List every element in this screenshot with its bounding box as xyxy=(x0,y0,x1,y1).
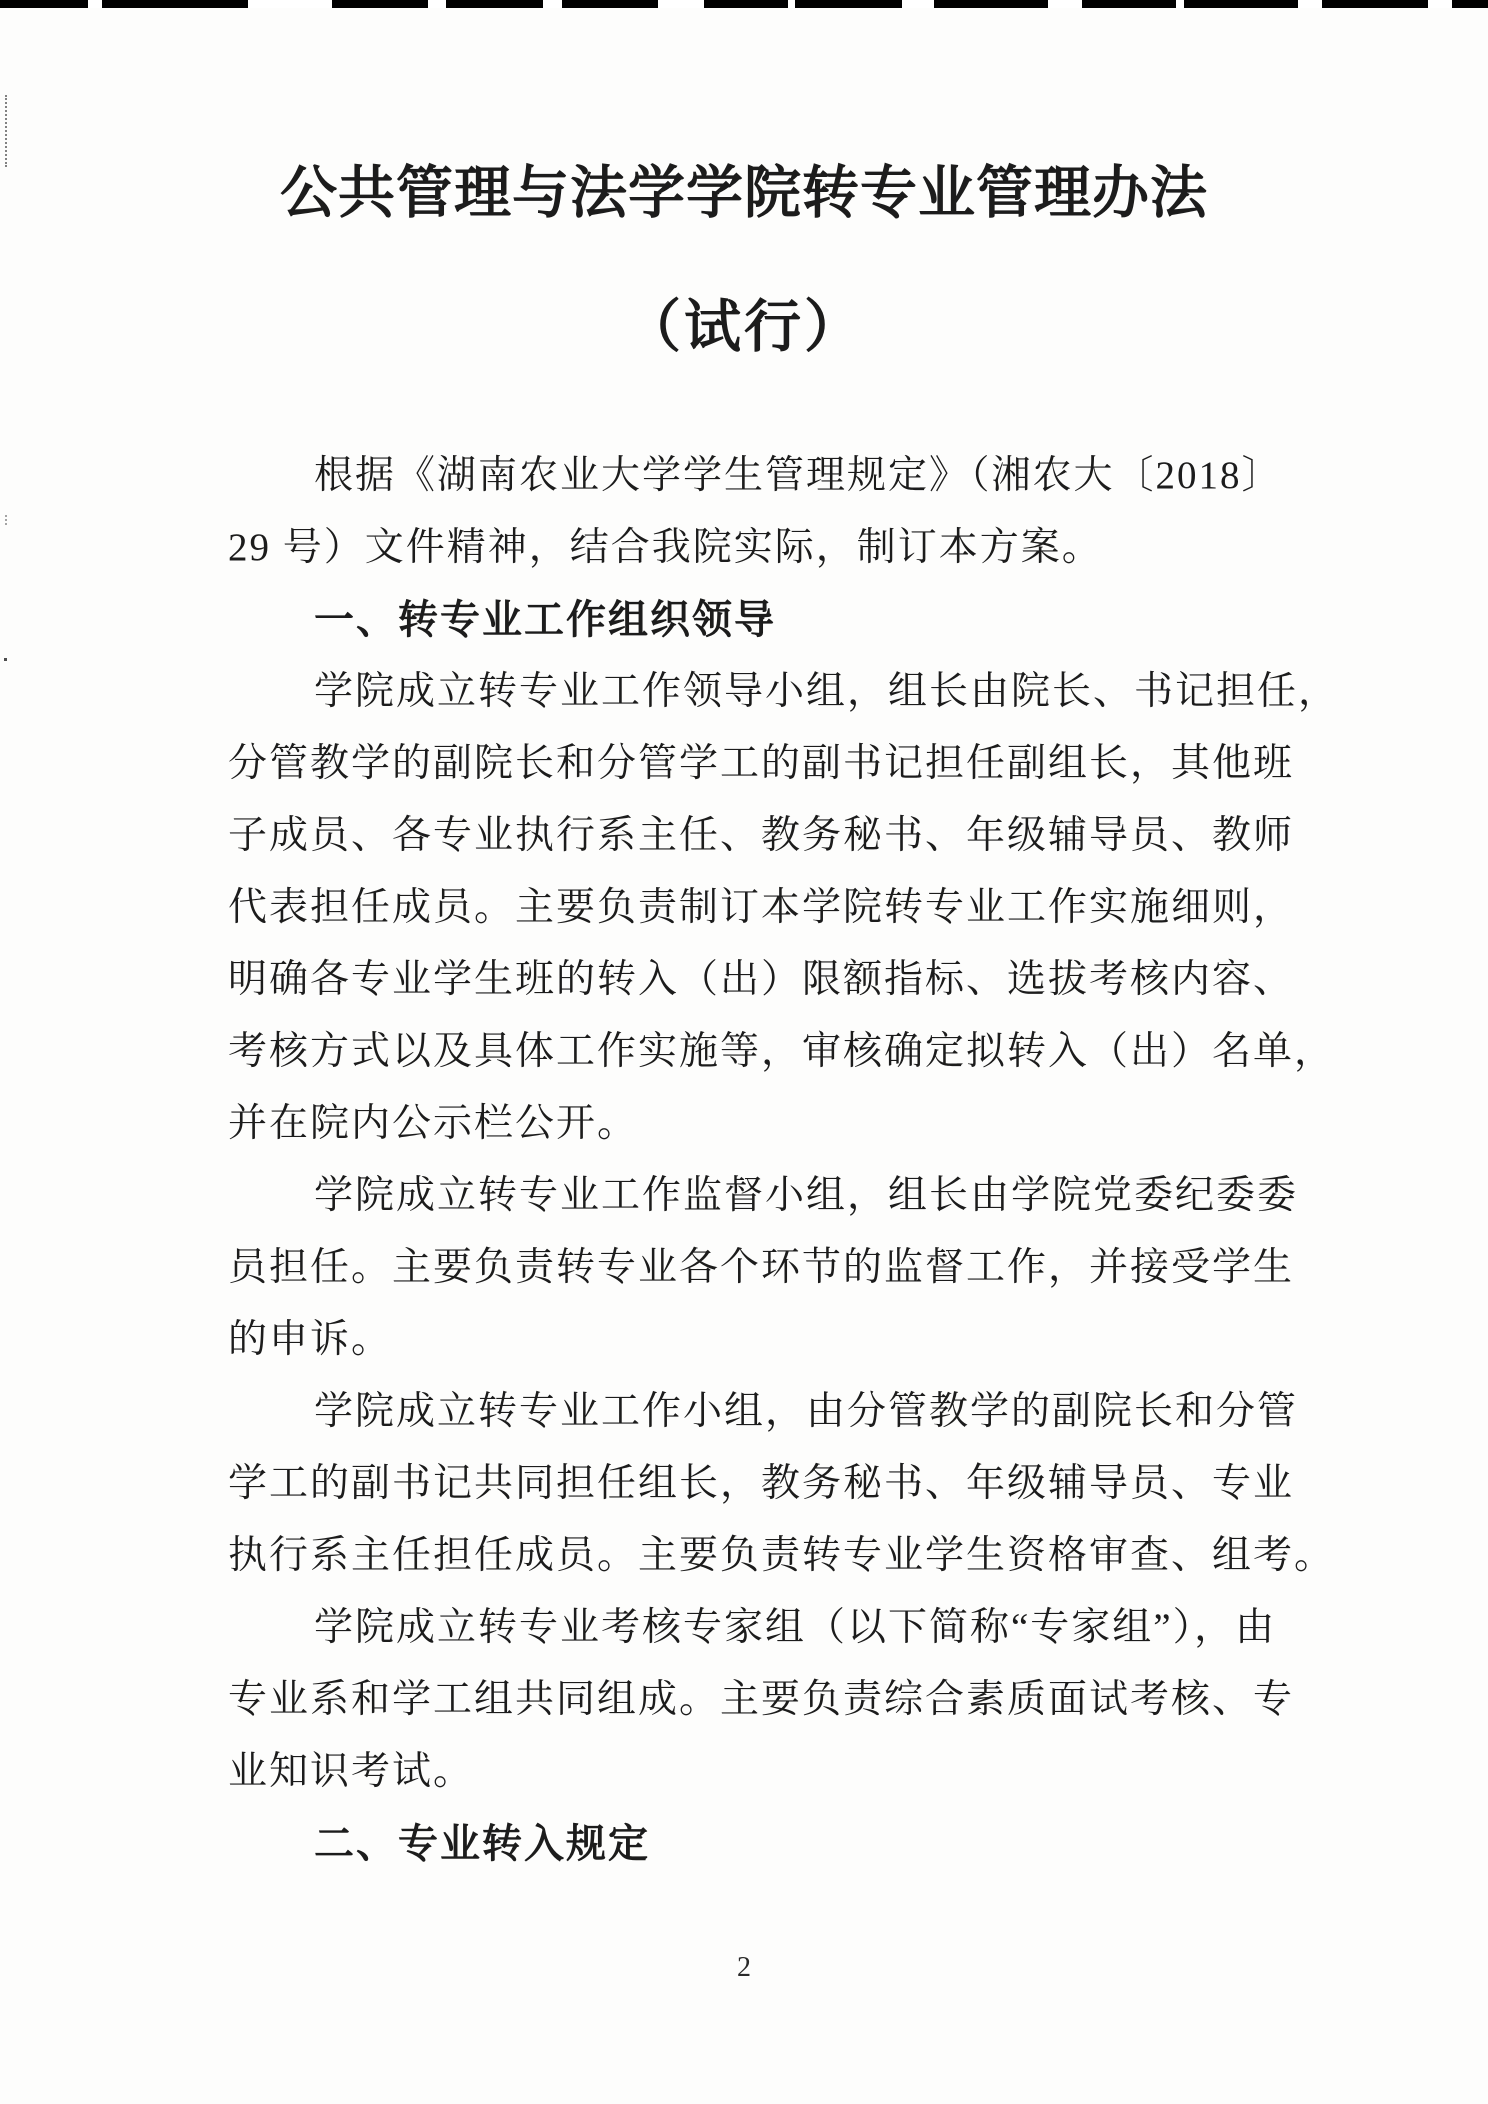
body-line: 明确各专业学生班的转入（出）限额指标、选拔考核内容、 xyxy=(228,958,1295,1001)
section-heading: 二、专业转入规定 xyxy=(314,1822,650,1866)
document-subtitle: （试行） xyxy=(624,296,864,359)
body-line: 学院成立转专业工作领导小组，组长由院长、书记担任， xyxy=(314,670,1340,713)
body-line: 学院成立转专业工作小组，由分管教学的副院长和分管 xyxy=(314,1390,1299,1433)
scan-artifact-top-bar xyxy=(0,0,1488,8)
body-line: 并在院内公示栏公开。 xyxy=(228,1102,639,1145)
body-line: 学院成立转专业工作监督小组，组长由学院党委纪委委 xyxy=(314,1174,1299,1217)
document-body xyxy=(228,440,1408,1880)
body-line: 子成员、各专业执行系主任、教务秘书、年级辅导员、教师 xyxy=(228,814,1295,857)
body-line: 专业系和学工组共同组成。主要负责综合素质面试考核、专 xyxy=(228,1678,1295,1721)
scan-artifact-left-dots-small xyxy=(5,515,7,525)
body-line: 的申诉。 xyxy=(228,1318,393,1361)
body-line: 根据《湖南农业大学学生管理规定》（湘农大〔2018〕 xyxy=(314,454,1283,497)
body-line: 代表担任成员。主要负责制订本学院转专业工作实施细则， xyxy=(228,886,1295,929)
body-line: 考核方式以及具体工作实施等，审核确定拟转入（出）名单， xyxy=(228,1030,1336,1073)
body-line: 业知识考试。 xyxy=(228,1750,475,1793)
body-line: 分管教学的副院长和分管学工的副书记担任副组长，其他班 xyxy=(228,742,1295,785)
page-number: 2 xyxy=(737,1952,751,1983)
section-heading: 一、转专业工作组织领导 xyxy=(314,598,776,642)
body-line: 学工的副书记共同担任组长，教务秘书、年级辅导员、专业 xyxy=(228,1462,1295,1505)
body-line: 执行系主任担任成员。主要负责转专业学生资格审查、组考。 xyxy=(228,1534,1336,1577)
document-title: 公共管理与法学学院转专业管理办法 xyxy=(280,162,1208,225)
body-line: 员担任。主要负责转专业各个环节的监督工作，并接受学生 xyxy=(228,1246,1295,1289)
body-line: 29 号）文件精神，结合我院实际，制订本方案。 xyxy=(228,526,1103,569)
body-line: 学院成立转专业考核专家组（以下简称“专家组”），由 xyxy=(314,1606,1277,1649)
scan-artifact-speck xyxy=(4,658,7,661)
